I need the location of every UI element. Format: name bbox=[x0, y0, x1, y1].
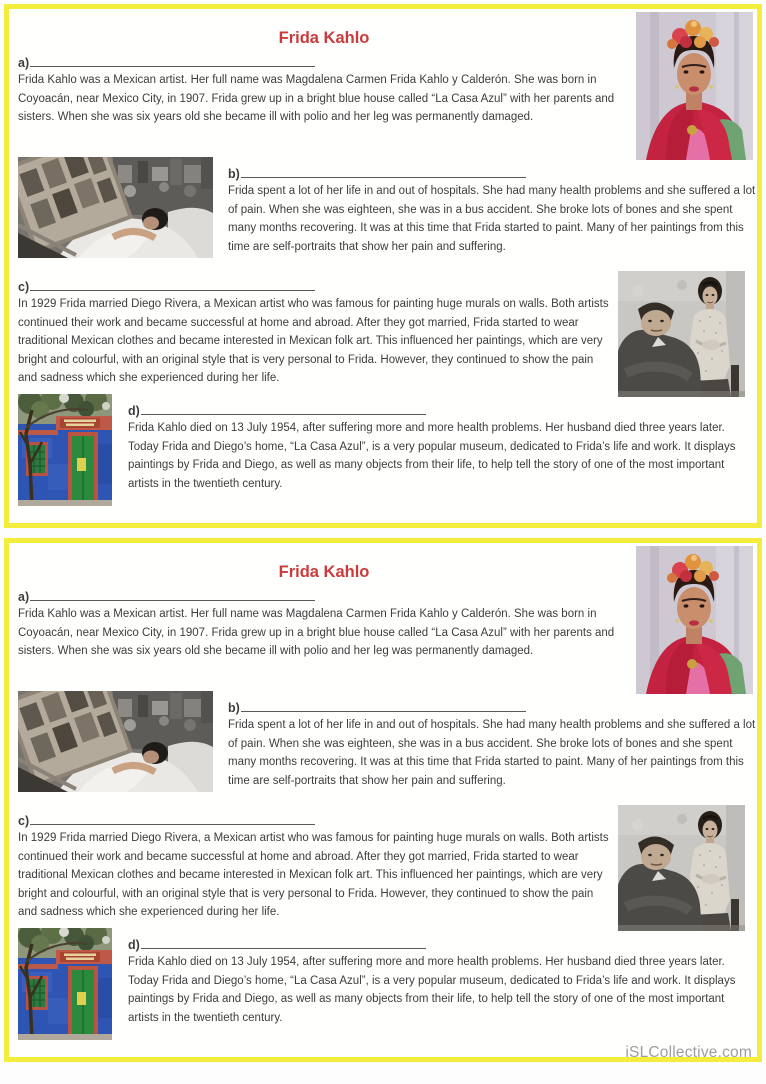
section-b-label: b) bbox=[228, 167, 240, 181]
la-casa-azul-photo bbox=[18, 394, 112, 506]
la-casa-azul-photo bbox=[18, 928, 112, 1040]
section-d-label: d) bbox=[128, 938, 140, 952]
diego-and-frida-image bbox=[618, 805, 745, 931]
frida-portrait-photo bbox=[636, 546, 753, 694]
section-a-text: Frida Kahlo was a Mexican artist. Her full name was Magdalena Carmen Frida Kahlo y Calderón. She was born in Coyoacán, near Mexico City, in 1907. Frida grew up in a bright blue house called “La Casa Azul” with her parents and sisters. When she was six years old she became ill with polio and her leg was permanently damaged. bbox=[18, 74, 615, 124]
blank-line bbox=[141, 402, 426, 415]
blank-line bbox=[241, 165, 526, 178]
frida-portrait-photo bbox=[636, 12, 753, 160]
la-casa-azul-image bbox=[18, 394, 112, 506]
section-d-label: d) bbox=[128, 404, 140, 418]
section-c-text: In 1929 Frida married Diego Rivera, a Mexican artist who was famous for painting huge murals on walls. Both artists continued their work and became successful at home and abroad. After they got married, Frida started to wear traditional Mexican clothes and became interested in Mexican folk art. This influenced her paintings, which are very bright and colourful, with an original style that is very personal to Frida. However, they continued to show the pain and sadness which she experienced during her life. bbox=[18, 298, 609, 385]
section-a-label: a) bbox=[18, 590, 30, 604]
section-d-heading bbox=[128, 402, 426, 418]
section-c-heading bbox=[18, 278, 315, 294]
blank-line bbox=[241, 699, 526, 712]
frida-portrait-image bbox=[636, 546, 753, 694]
section-d-text: Frida Kahlo died on 13 July 1954, after suffering more and more health problems. Her husband died three years later. Today Frida and Diego’s home, “La Casa Azul”, is a very popular museum, dedicated to Frida’s life and work. It displays paintings by Frida and Diego, as well as many objects from their life, to help tell the story of one of the most important artists in the twentieth century. bbox=[128, 956, 736, 1024]
frida-hospital-bed-image bbox=[18, 691, 213, 792]
diego-and-frida-photo bbox=[618, 271, 745, 397]
blank-line bbox=[30, 54, 315, 67]
section-b-text: Frida spent a lot of her life in and out of hospitals. She had many health problems and she suffered a lot of pain. When she was eighteen, she was in a bus accident. She broke lots of bones and she spent many months recovering. It was at this time that Frida started to paint. Many of her paintings from this time are self-portraits that show her pain and suffering. bbox=[228, 719, 756, 787]
diego-and-frida-photo bbox=[618, 805, 745, 931]
section-b-text: Frida spent a lot of her life in and out of hospitals. She had many health problems and she suffered a lot of pain. When she was eighteen, she was in a bus accident. She broke lots of bones and she spent many months recovering. It was at this time that Frida started to paint. Many of her paintings from this time are self-portraits that show her pain and suffering. bbox=[228, 185, 756, 253]
blank-line bbox=[30, 278, 315, 291]
frida-hospital-bed-photo bbox=[18, 157, 213, 258]
section-b-label: b) bbox=[228, 701, 240, 715]
islcollective-watermark: iSLCollective.com bbox=[625, 1044, 752, 1061]
section-c-heading bbox=[18, 812, 315, 828]
section-c-text: In 1929 Frida married Diego Rivera, a Mexican artist who was famous for painting huge murals on walls. Both artists continued their work and became successful at home and abroad. After they got married, Frida started to wear traditional Mexican clothes and became interested in Mexican folk art. This influenced her paintings, which are very bright and colourful, with an original style that is very personal to Frida. However, they continued to show the pain and sadness which she experienced during her life. bbox=[18, 832, 609, 919]
section-c-label: c) bbox=[18, 814, 30, 828]
frida-hospital-bed-image bbox=[18, 157, 213, 258]
page-title: Frida Kahlo bbox=[278, 29, 370, 47]
blank-line bbox=[141, 936, 426, 949]
worksheet-copy-2 bbox=[4, 538, 762, 1062]
blank-line bbox=[30, 812, 315, 825]
section-b-heading bbox=[228, 699, 526, 715]
blank-line bbox=[30, 588, 315, 601]
diego-and-frida-image bbox=[618, 271, 745, 397]
section-a-text: Frida Kahlo was a Mexican artist. Her full name was Magdalena Carmen Frida Kahlo y Calderón. She was born in Coyoacán, near Mexico City, in 1907. Frida grew up in a bright blue house called “La Casa Azul” with her parents and sisters. When she was six years old she became ill with polio and her leg was permanently damaged. bbox=[18, 608, 615, 658]
page-title: Frida Kahlo bbox=[278, 563, 370, 581]
la-casa-azul-image bbox=[18, 928, 112, 1040]
section-a-heading bbox=[18, 588, 315, 604]
section-c-label: c) bbox=[18, 280, 30, 294]
section-a-heading bbox=[18, 54, 315, 70]
worksheet-copy-1 bbox=[4, 4, 762, 528]
frida-portrait-image bbox=[636, 12, 753, 160]
section-b-heading bbox=[228, 165, 526, 181]
section-d-heading bbox=[128, 936, 426, 952]
section-d-text: Frida Kahlo died on 13 July 1954, after suffering more and more health problems. Her husband died three years later. Today Frida and Diego’s home, “La Casa Azul”, is a very popular museum, dedicated to Frida’s life and work. It displays paintings by Frida and Diego, as well as many objects from their life, to help tell the story of one of the most important artists in the twentieth century. bbox=[128, 422, 736, 490]
section-a-label: a) bbox=[18, 56, 30, 70]
frida-hospital-bed-photo bbox=[18, 691, 213, 792]
